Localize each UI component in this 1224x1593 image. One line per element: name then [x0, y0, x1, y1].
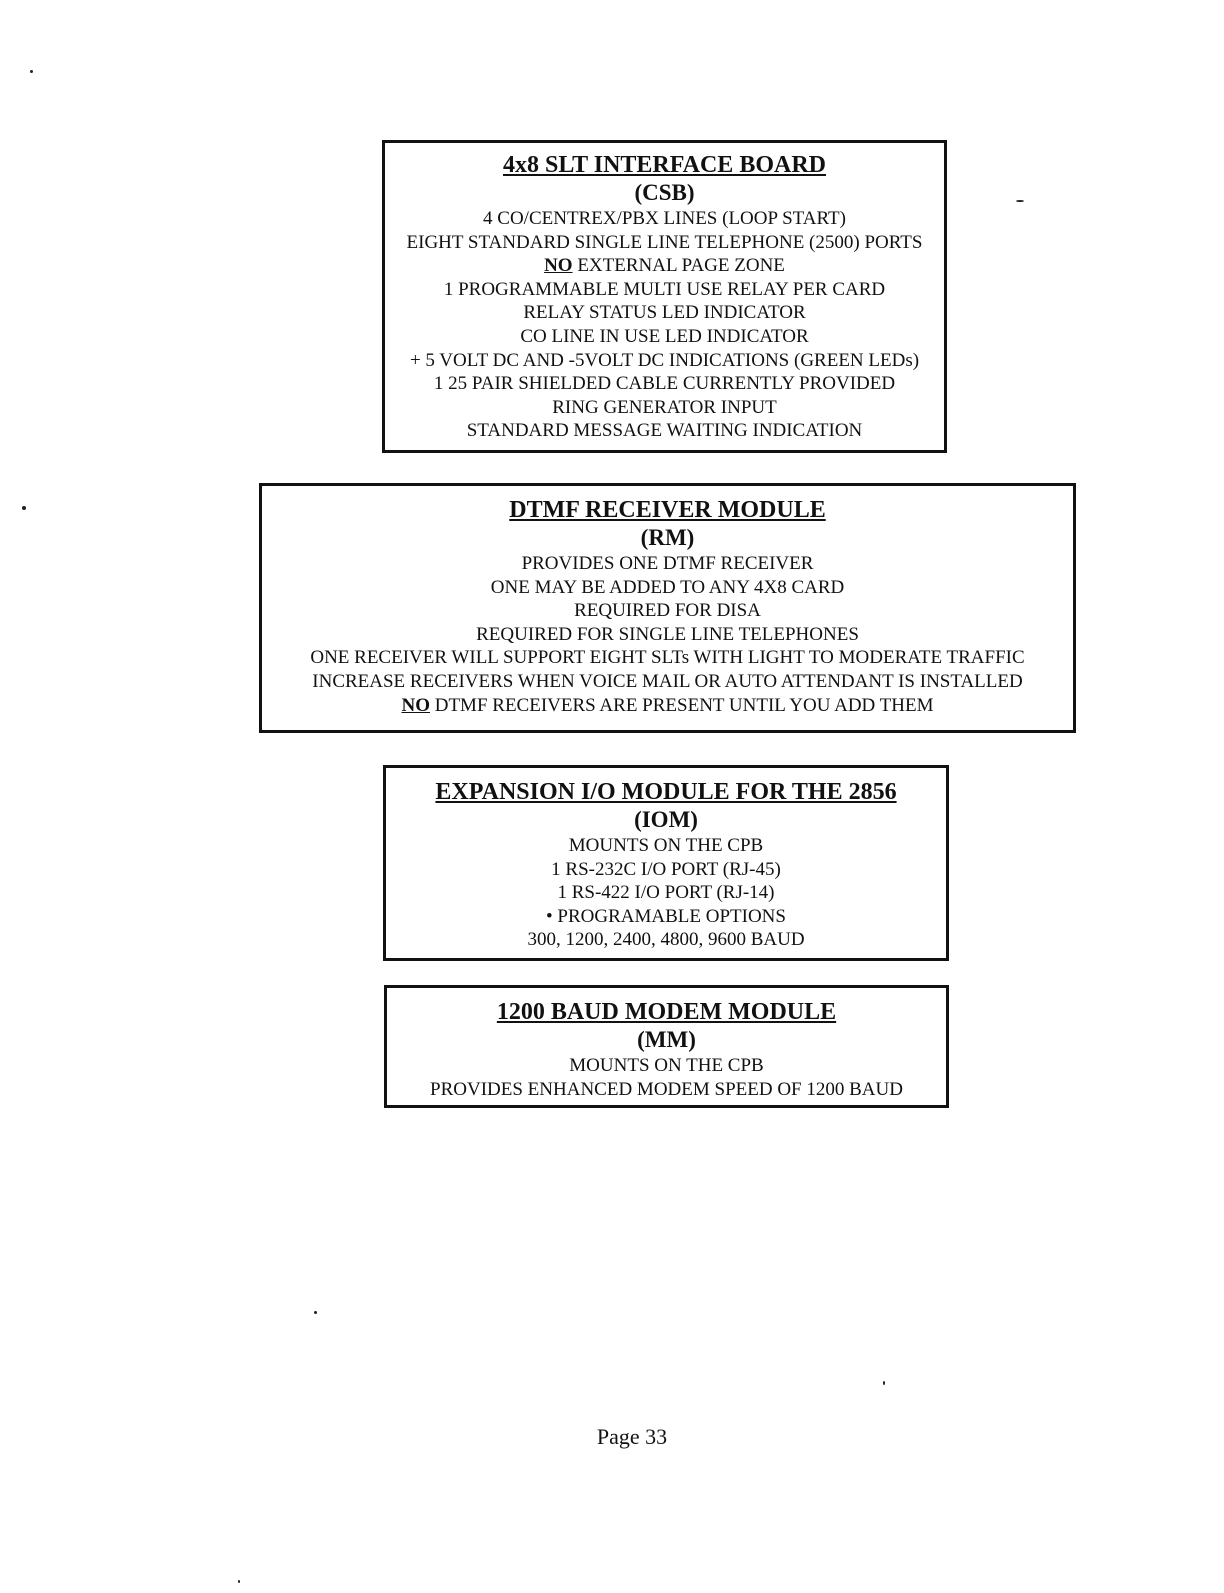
spec-line: • PROGRAMABLE OPTIONS [546, 905, 786, 927]
spec-line: ONE RECEIVER WILL SUPPORT EIGHT SLTs WITH LIGHT TO MODERATE TRAFFIC [310, 647, 1025, 669]
spec-line: 1 25 PAIR SHIELDED CABLE CURRENTLY PROVIDED [433, 373, 896, 395]
scan-speck [30, 70, 33, 73]
iom-module-box [383, 765, 949, 961]
mm-module-box [384, 985, 949, 1108]
box-title: DTMF RECEIVER MODULE [509, 497, 826, 523]
box-abbreviation: (CSB) [634, 180, 695, 205]
box-title: 1200 BAUD MODEM MODULE [496, 999, 837, 1025]
spec-line-rest: EXTERNAL PAGE ZONE [572, 255, 785, 277]
spec-line: 4 CO/CENTREX/PBX LINES (LOOP START) [483, 208, 846, 229]
scan-speck [1016, 200, 1024, 202]
box-abbreviation: (IOM) [634, 807, 698, 832]
box-abbreviation: (MM) [637, 1027, 696, 1052]
spec-line: CO LINE IN USE LED INDICATOR [520, 325, 809, 347]
spec-line: PROVIDES ONE DTMF RECEIVER [521, 553, 814, 574]
page-number: Page 33 [596, 1424, 668, 1449]
scan-speck [883, 1381, 885, 1385]
spec-line: 1 RS-422 I/O PORT (RJ-14) [557, 882, 775, 904]
spec-line: ONE MAY BE ADDED TO ANY 4X8 CARD [490, 576, 845, 598]
emphasis-word: NO [401, 694, 430, 716]
csb-board-box [382, 140, 947, 453]
spec-line: 1 PROGRAMMABLE MULTI USE RELAY PER CARD [443, 278, 886, 300]
spec-line-rest: DTMF RECEIVERS ARE PRESENT UNTIL YOU ADD THEM [429, 694, 934, 716]
scan-speck [22, 506, 26, 510]
spec-line: RELAY STATUS LED INDICATOR [523, 302, 806, 324]
spec-line: REQUIRED FOR DISA [574, 600, 761, 622]
spec-line: PROVIDES ENHANCED MODEM SPEED OF 1200 BAUD [430, 1078, 903, 1100]
spec-line: REQUIRED FOR SINGLE LINE TELEPHONES [476, 623, 859, 645]
spec-line: MOUNTS ON THE CPB [569, 1055, 764, 1076]
rm-module-box [259, 483, 1076, 733]
scan-speck [314, 1311, 317, 1314]
spec-line: RING GENERATOR INPUT [552, 396, 777, 418]
box-abbreviation: (RM) [640, 525, 695, 550]
spec-line: + 5 VOLT DC AND -5VOLT DC INDICATIONS (GREEN LEDs) [409, 349, 920, 371]
spec-line: STANDARD MESSAGE WAITING INDICATION [466, 420, 863, 442]
spec-line: 300, 1200, 2400, 4800, 9600 BAUD [527, 929, 805, 951]
spec-line [385, 254, 944, 278]
scan-speck [238, 1580, 240, 1583]
spec-line [262, 694, 1073, 718]
emphasis-word: NO [544, 255, 573, 277]
spec-line: INCREASE RECEIVERS WHEN VOICE MAIL OR AUTO ATTENDANT IS INSTALLED [312, 670, 1023, 692]
spec-line: 1 RS-232C I/O PORT (RJ-45) [551, 858, 781, 880]
spec-line: EIGHT STANDARD SINGLE LINE TELEPHONE (2500) PORTS [406, 231, 923, 253]
box-title: 4x8 SLT INTERFACE BOARD [503, 152, 826, 178]
spec-line: MOUNTS ON THE CPB [568, 835, 764, 856]
box-title: EXPANSION I/O MODULE FOR THE 2856 [435, 779, 897, 805]
